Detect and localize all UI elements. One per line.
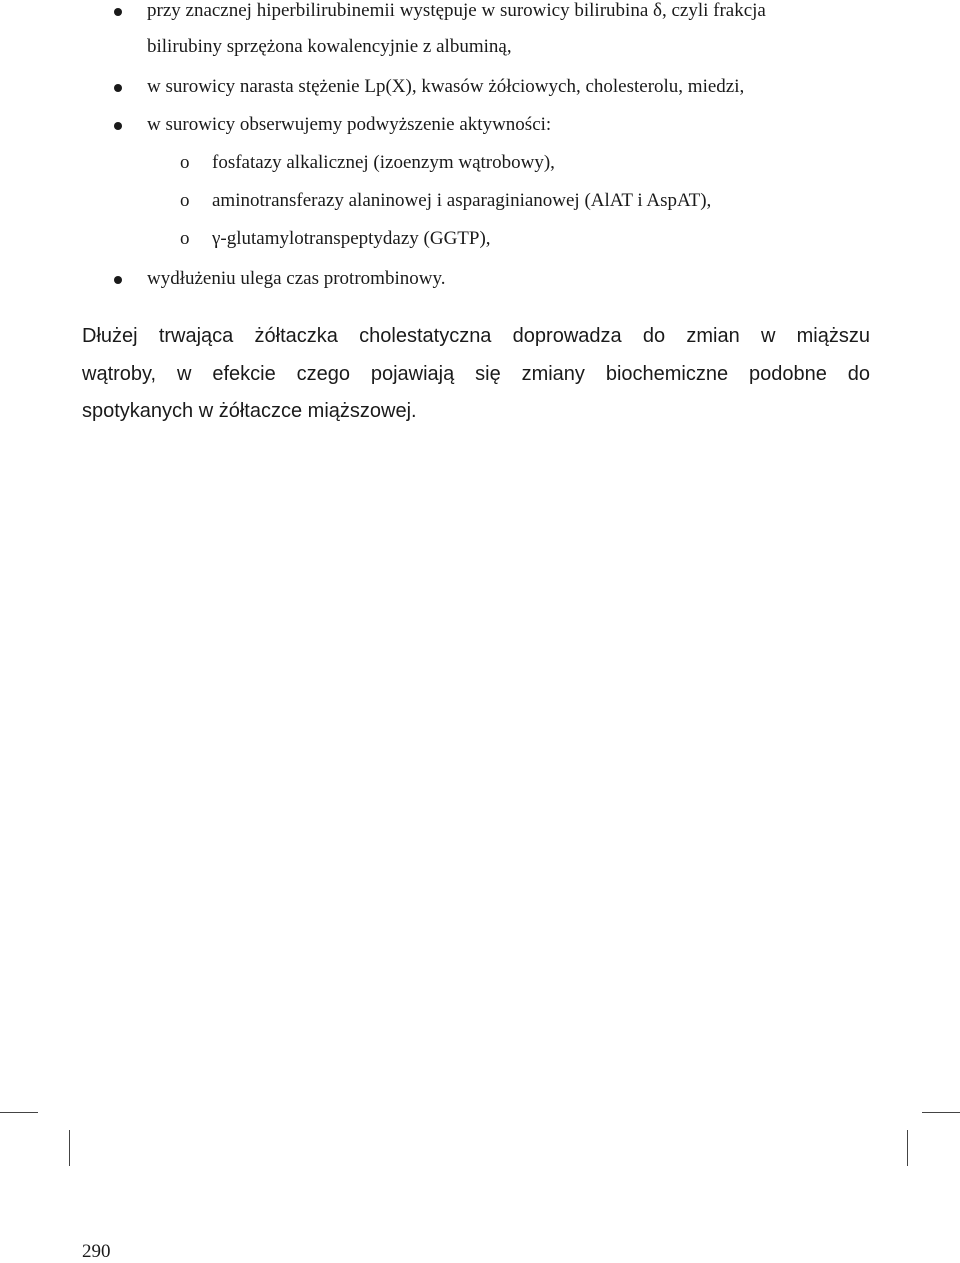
bullet-dot <box>114 276 122 284</box>
crop-mark-right-vertical <box>907 1130 908 1166</box>
bullet-dot <box>114 122 122 130</box>
sub-bullet-item-3: γ-glutamylotranspeptydazy (GGTP), <box>212 228 491 249</box>
body-paragraph <box>82 318 870 431</box>
sub-bullet-marker: o <box>180 190 190 211</box>
bullet-dot <box>114 8 122 16</box>
paragraph-line-3: spotykanych w żółtaczce miąższowej. <box>82 400 417 422</box>
page-number: 290 <box>82 1241 111 1262</box>
sub-bullet-item-2: aminotransferazy alaninowej i asparaginianowej (AlAT i AspAT), <box>212 190 712 211</box>
sub-bullet-marker: o <box>180 152 190 173</box>
crop-mark-left-horizontal <box>0 1112 38 1113</box>
bullet-item-4: wydłużeniu ulega czas protrombinowy. <box>147 268 446 289</box>
crop-mark-right-horizontal <box>922 1112 960 1113</box>
bullet-dot <box>114 84 122 92</box>
sub-bullet-item-1: fosfatazy alkalicznej (izoenzym wątrobowy), <box>212 152 555 173</box>
bullet-item-3: w surowicy obserwujemy podwyższenie aktywności: <box>147 114 552 135</box>
sub-bullet-marker: o <box>180 228 190 249</box>
crop-mark-left-vertical <box>69 1130 70 1166</box>
paragraph-line-1: Dłużej trwająca żółtaczka cholestatyczna doprowadza do zmian w miąższu <box>82 325 870 347</box>
bullet-item-1-continuation: bilirubiny sprzężona kowalencyjnie z albuminą, <box>147 36 512 57</box>
paragraph-line-2: wątroby, w efekcie czego pojawiają się zmiany biochemiczne podobne do <box>82 362 870 385</box>
bullet-item-1: przy znacznej hiperbilirubinemii występuje w surowicy bilirubina δ, czyli frakcja <box>147 0 766 21</box>
bullet-item-2: w surowicy narasta stężenie Lp(X), kwasów żółciowych, cholesterolu, miedzi, <box>147 76 745 97</box>
